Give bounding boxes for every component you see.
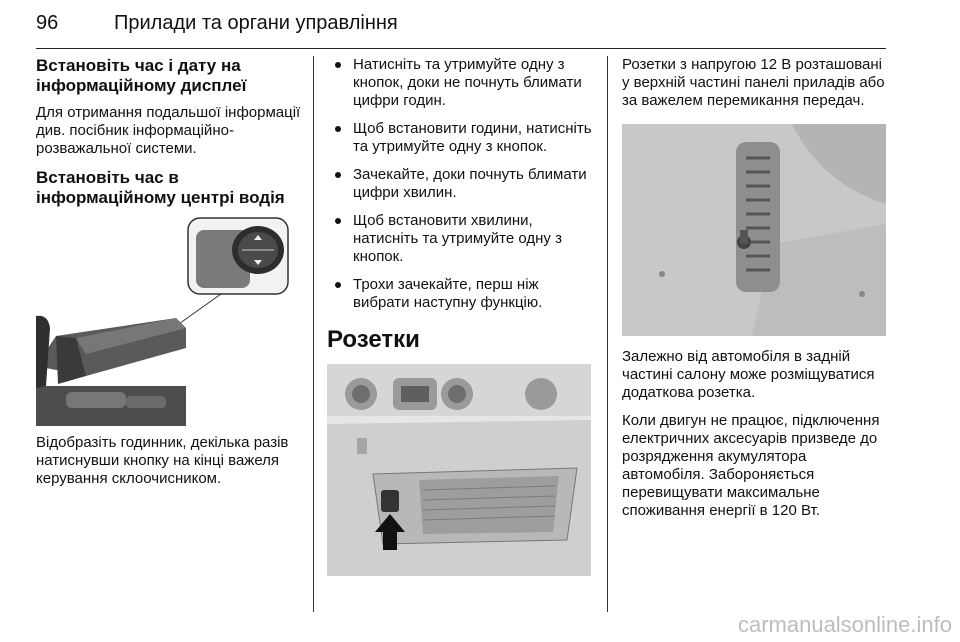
list-item-text: Натисніть та утримуйте одну з кнопок, доки не почнуть блимати цифри годин.: [353, 56, 582, 109]
list-item: [327, 120, 597, 156]
page-title: Прилади та органи управління: [114, 12, 398, 34]
paragraph-socket-location: Розетки з напругою 12 В розташовані у верхній частині панелі приладів або за важелем перемикання передач.: [622, 56, 885, 109]
list-item: [327, 276, 597, 312]
instruction-list: [327, 56, 597, 312]
section-heading-sockets: Розетки: [327, 326, 420, 353]
list-item-text: Трохи зачекайте, перш ніж вибрати наступну функцію.: [353, 276, 543, 311]
paragraph-battery-warning: Коли двигун не працює, підключення електричних аксесуарів призведе до розрядження акумулятора автомобіля. Забороняється перевищувати максимальне споживання енергії в 120 Вт.: [622, 412, 880, 519]
column-right: [622, 56, 890, 530]
dashboard-socket-illustration: [327, 364, 591, 576]
rear-socket-illustration: [622, 124, 886, 336]
section-heading-display-time: Встановіть час і дату на інформаційному дисплеї: [36, 56, 247, 95]
list-item: [327, 166, 597, 202]
section-heading-driver-info-time: Встановіть час в інформаційному центрі водія: [36, 168, 285, 207]
column-divider: [607, 56, 608, 612]
bullet-icon: [335, 282, 341, 288]
illustration-caption: Відобразіть годинник, декілька разів натиснувши кнопку на кінці важеля керування склоочисником.: [36, 434, 289, 487]
bullet-icon: [335, 218, 341, 224]
column-divider: [313, 56, 314, 612]
column-left: [36, 56, 306, 498]
list-item: [327, 212, 597, 266]
bullet-icon: [335, 126, 341, 132]
list-item-text: Щоб встановити години, натисніть та утримуйте одну з кнопок.: [353, 120, 592, 155]
paragraph-infotainment-ref: Для отримання подальшої інформації див. посібник інформаційно-розважальної системи.: [36, 104, 301, 157]
column-middle: [327, 56, 597, 576]
bullet-icon: [335, 172, 341, 178]
list-item-text: Зачекайте, доки почнуть блимати цифри хвилин.: [353, 166, 587, 201]
paragraph-rear-socket: Залежно від автомобіля в задній частині салону може розміщуватися додаткова розетка.: [622, 348, 875, 401]
header-rule: [36, 48, 886, 49]
page-header: [36, 6, 886, 46]
watermark: carmanualsonline.info: [737, 612, 952, 637]
bullet-icon: [335, 62, 341, 68]
wiper-stalk-illustration: [36, 216, 306, 426]
list-item: [327, 56, 597, 110]
list-item-text: Щоб встановити хвилини, натисніть та утримуйте одну з кнопок.: [353, 212, 562, 265]
page-number: 96: [36, 12, 59, 34]
